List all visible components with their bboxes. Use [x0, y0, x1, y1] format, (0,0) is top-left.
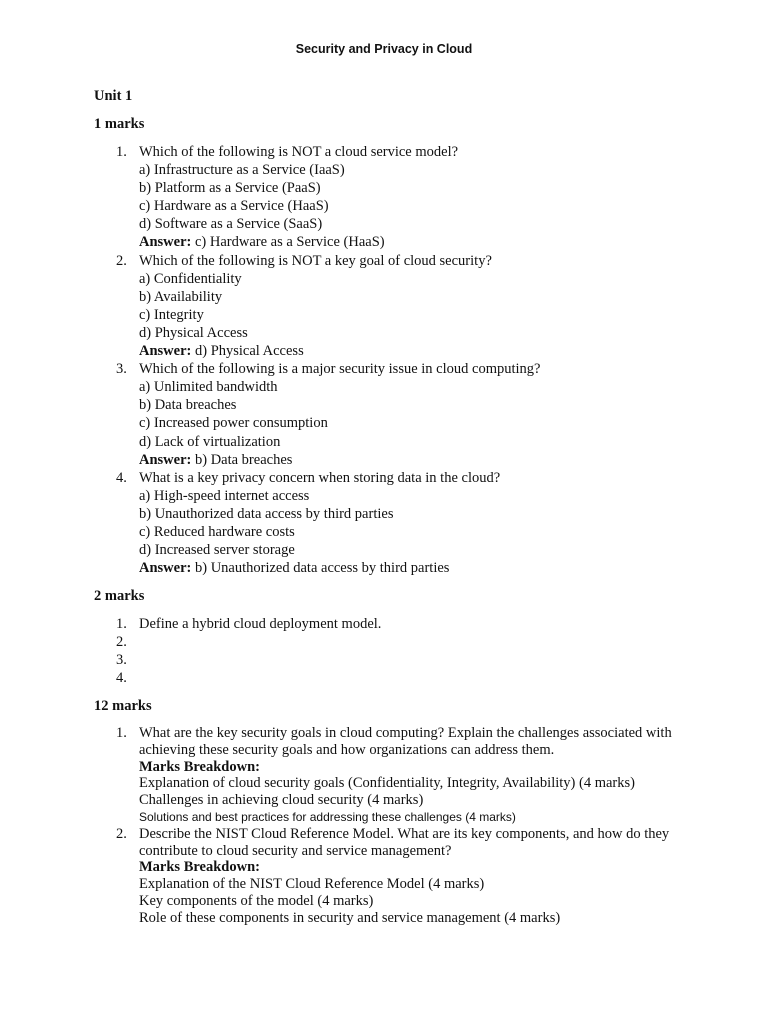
- question-text: Which of the following is NOT a key goal of cloud security?: [139, 252, 492, 269]
- question-item: [0, 725, 768, 826]
- breakdown-item: Solutions and best practices for addressing these challenges (4 marks): [139, 809, 516, 824]
- question-text: Define a hybrid cloud deployment model.: [139, 616, 382, 632]
- option-d: d) Software as a Service (SaaS): [139, 216, 323, 233]
- answer-text: b) Unauthorized data access by third parties: [191, 560, 450, 577]
- section-heading-2-marks: 2 marks: [94, 588, 145, 604]
- breakdown-item: Key components of the model (4 marks): [139, 892, 374, 909]
- answer-line: [139, 342, 540, 360]
- option-a: a) Confidentiality: [139, 270, 242, 287]
- question-item: [0, 252, 540, 361]
- answer-line: [139, 451, 540, 469]
- option-b: b) Platform as a Service (PaaS): [139, 180, 321, 197]
- one-mark-question-list: [0, 143, 540, 577]
- option-d: d) Lack of virtualization: [139, 433, 281, 450]
- answer-text: c) Hardware as a Service (HaaS): [191, 234, 385, 251]
- option-c: c) Integrity: [139, 306, 204, 323]
- question-number: 4.: [116, 670, 127, 687]
- question-item: [0, 669, 381, 687]
- option-d: d) Physical Access: [139, 324, 248, 341]
- question-text: [139, 633, 381, 651]
- question-text: [139, 669, 381, 687]
- breakdown-item: Challenges in achieving cloud security (4 marks): [139, 792, 424, 809]
- question-text: [139, 651, 381, 669]
- question-text: What are the key security goals in cloud computing? Explain the challenges associated with achieving these security goals and how organizations can address them.: [139, 725, 672, 758]
- answer-label: Answer:: [139, 234, 192, 251]
- question-item: [0, 360, 540, 469]
- question-number: 1.: [116, 616, 127, 632]
- answer-label: Answer:: [139, 343, 192, 360]
- question-item: [0, 633, 381, 651]
- marks-breakdown-label: Marks Breakdown:: [139, 859, 260, 876]
- question-item: [0, 143, 540, 252]
- question-text: Which of the following is NOT a cloud service model?: [139, 144, 459, 160]
- answer-line: [139, 233, 540, 251]
- marks-breakdown-label: Marks Breakdown:: [139, 758, 260, 775]
- question-text: What is a key privacy concern when storing data in the cloud?: [139, 469, 501, 486]
- option-c: c) Reduced hardware costs: [139, 523, 295, 540]
- question-number: 2.: [116, 825, 127, 842]
- option-b: b) Unauthorized data access by third parties: [139, 505, 394, 522]
- option-a: a) Infrastructure as a Service (IaaS): [139, 162, 345, 179]
- unit-heading: Unit 1: [94, 88, 133, 104]
- answer-label: Answer:: [139, 451, 192, 468]
- answer-text: d) Physical Access: [191, 343, 304, 360]
- question-number: 1.: [116, 725, 127, 741]
- document-title: Security and Privacy in Cloud: [295, 42, 473, 56]
- question-text: Describe the NIST Cloud Reference Model. What are its key components, and how do they contribute to cloud security and service management?: [139, 825, 670, 859]
- option-c: c) Hardware as a Service (HaaS): [139, 198, 329, 215]
- option-c: c) Increased power consumption: [139, 415, 328, 432]
- question-item: [0, 826, 768, 927]
- option-a: a) High-speed internet access: [139, 487, 310, 504]
- breakdown-item: Explanation of cloud security goals (Confidentiality, Integrity, Availability) (4 marks): [139, 775, 635, 792]
- twelve-mark-question-list: [0, 725, 768, 927]
- option-b: b) Data breaches: [139, 397, 237, 414]
- section-heading-12-marks: 12 marks: [94, 698, 152, 714]
- question-item: [0, 615, 381, 633]
- question-number: 2.: [116, 634, 127, 651]
- two-mark-question-list: [0, 615, 381, 687]
- answer-label: Answer:: [139, 560, 192, 577]
- answer-line: [139, 559, 540, 577]
- question-number: 3.: [116, 361, 127, 378]
- question-number: 3.: [116, 652, 127, 669]
- breakdown-item: Explanation of the NIST Cloud Reference Model (4 marks): [139, 876, 485, 893]
- section-heading-1-marks: 1 marks: [94, 116, 145, 132]
- question-item: [0, 469, 540, 578]
- question-number: 4.: [116, 469, 127, 486]
- question-number: 1.: [116, 144, 127, 160]
- option-b: b) Availability: [139, 288, 223, 305]
- answer-text: b) Data breaches: [191, 451, 293, 468]
- question-number: 2.: [116, 252, 127, 269]
- breakdown-item: Role of these components in security and service management (4 marks): [139, 909, 561, 926]
- option-a: a) Unlimited bandwidth: [139, 379, 278, 396]
- question-item: [0, 651, 381, 669]
- question-text: Which of the following is a major security issue in cloud computing?: [139, 361, 541, 378]
- option-d: d) Increased server storage: [139, 542, 295, 559]
